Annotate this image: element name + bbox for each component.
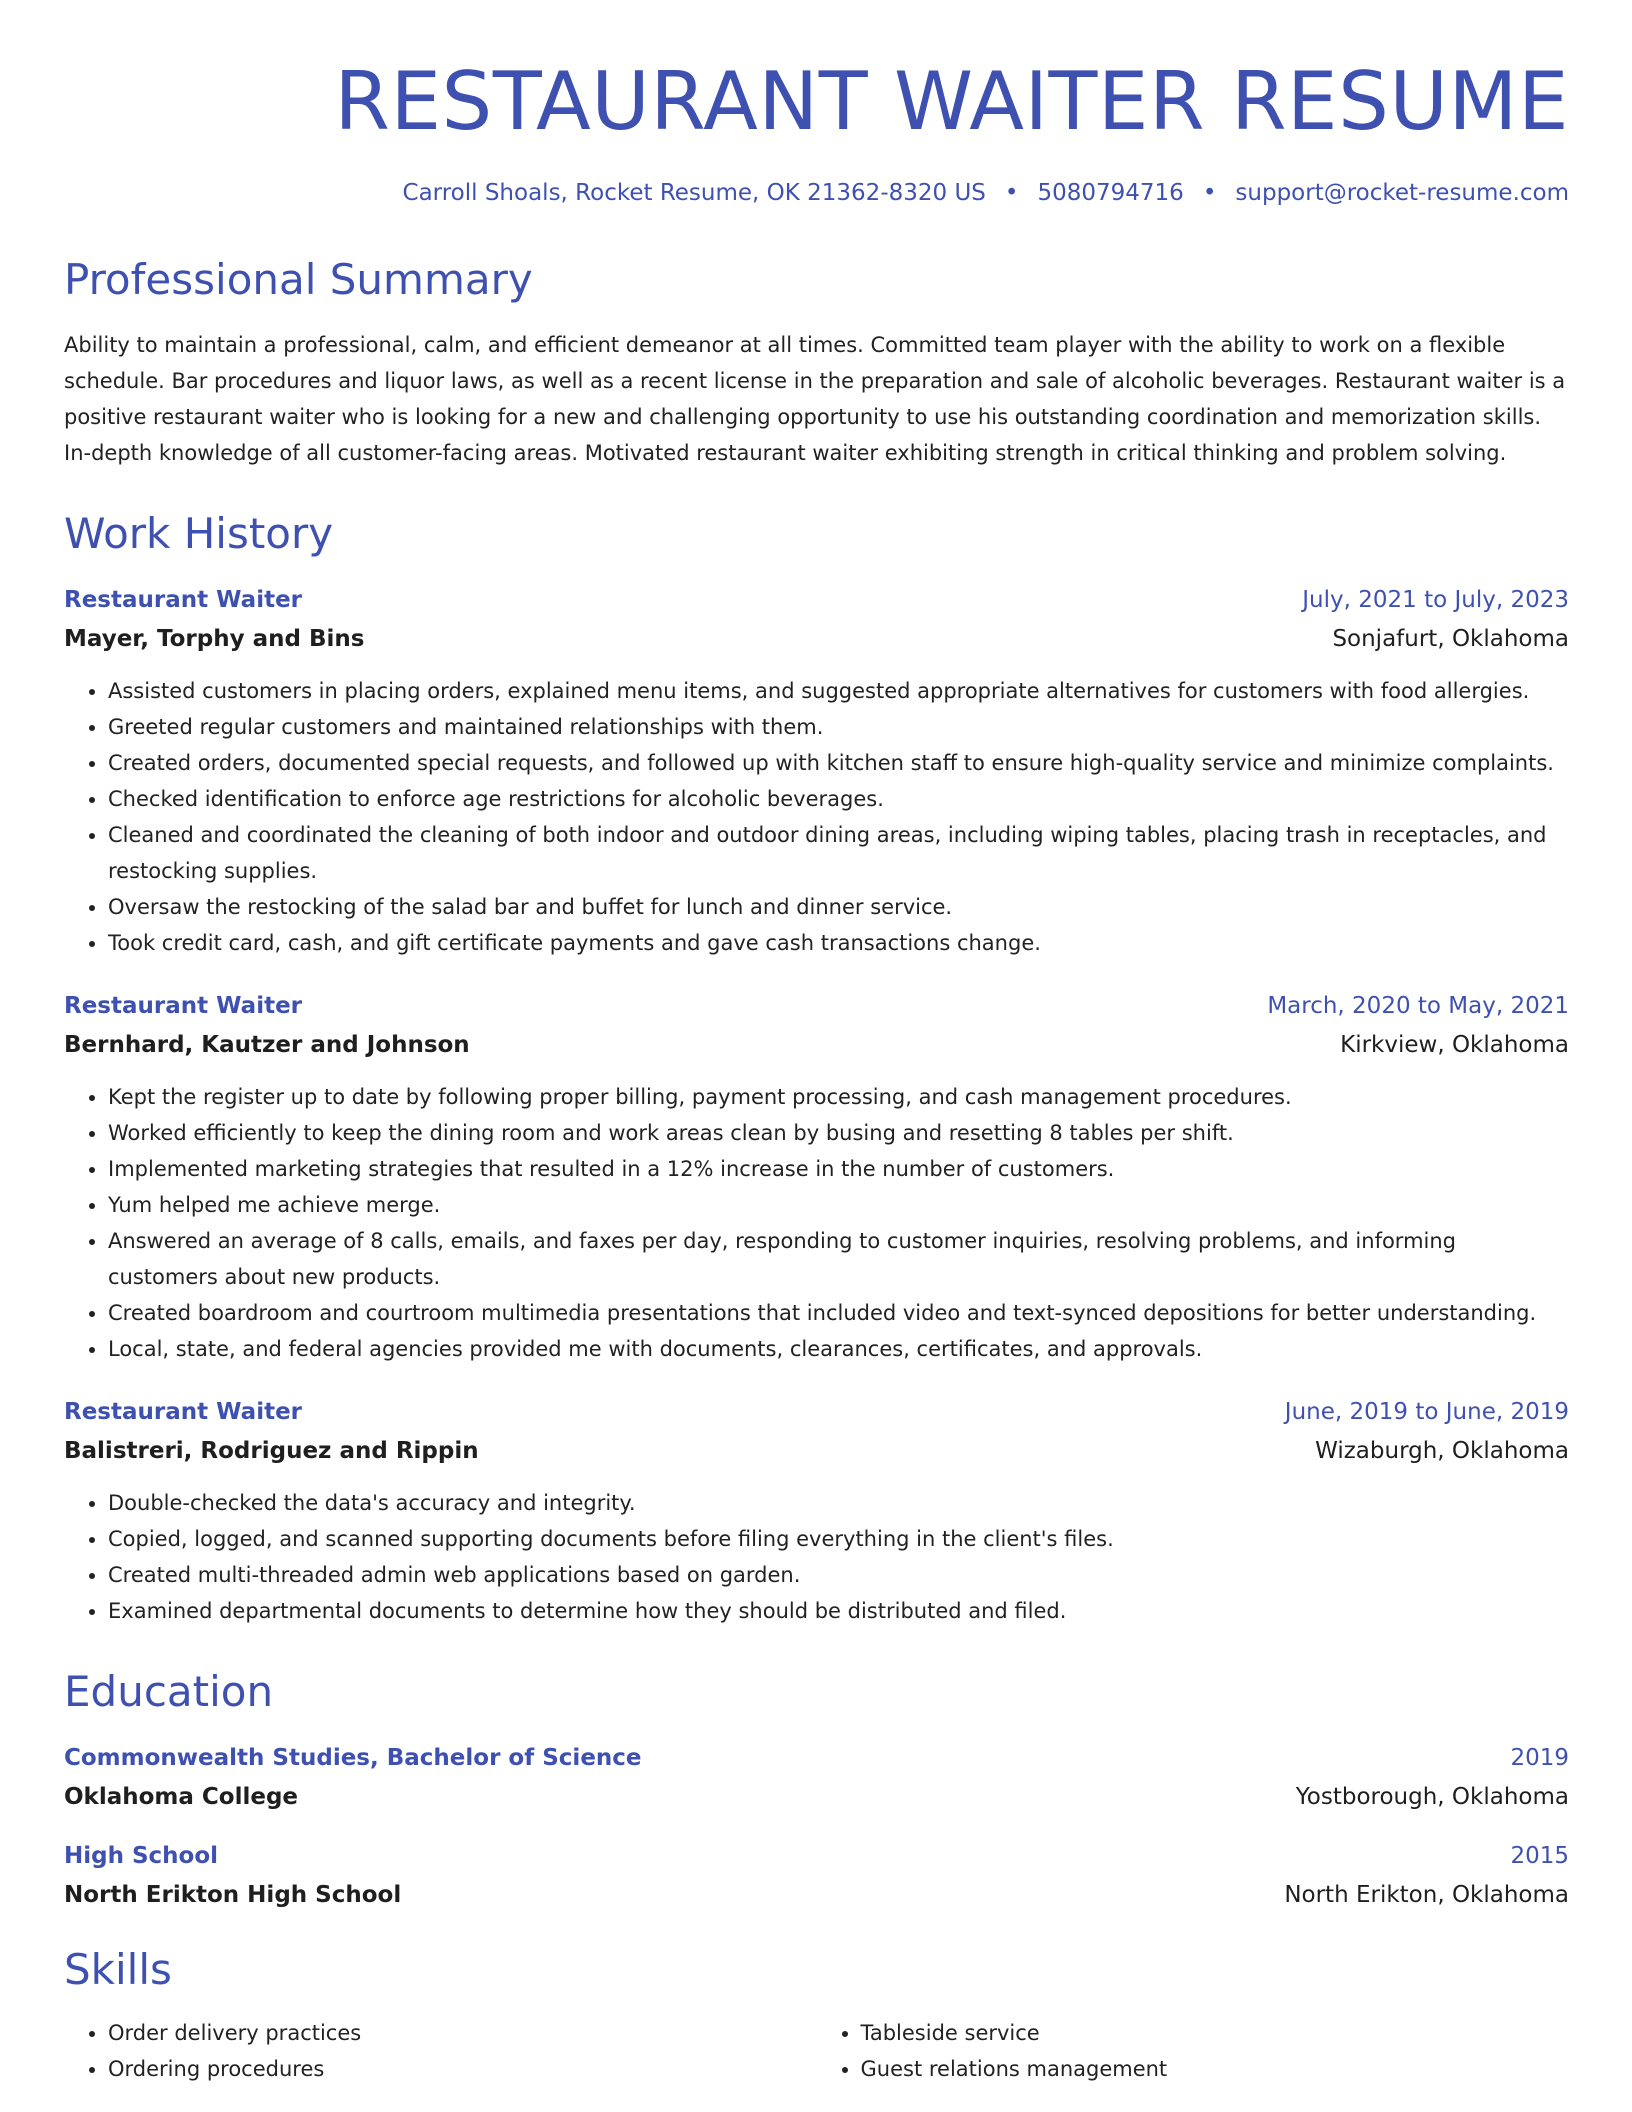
- list-item: • Created boardroom and courtroom multimedia presentations that included video and text-synced depositions for better understanding.: [108, 1295, 1569, 1331]
- education-school: Oklahoma College: [64, 1784, 299, 1810]
- job-company-row: [64, 628, 1569, 651]
- contact-address: Carroll Shoals, Rocket Resume, OK 21362-8320 US: [402, 180, 986, 206]
- job-dates: March, 2020 to May, 2021: [1267, 993, 1569, 1019]
- skill-item: • Guest relations management: [861, 2051, 1570, 2087]
- education-heading: Education: [64, 1667, 274, 1716]
- list-item: • Greeted regular customers and maintained relationships with them.: [108, 709, 1569, 745]
- job-title-row: [64, 589, 1569, 612]
- job-location: Wizaburgh, Oklahoma: [1315, 1438, 1569, 1464]
- contact-email[interactable]: support@rocket-resume.com: [1235, 180, 1569, 206]
- resume-title: RESTAURANT WAITER RESUME: [334, 55, 1569, 148]
- list-item: • Worked efficiently to keep the dining room and work areas clean by busing and resetting 8 tables per shift.: [108, 1115, 1569, 1151]
- summary-heading: Professional Summary: [64, 255, 533, 304]
- skills-column-left: [64, 2015, 817, 2087]
- skills-heading: Skills: [64, 1945, 172, 1994]
- education-entry: [64, 1845, 1569, 1907]
- job-role: Restaurant Waiter: [64, 587, 303, 613]
- skills-list: [64, 2015, 1569, 2087]
- job-location: Sonjafurt, Oklahoma: [1332, 626, 1569, 652]
- list-item: • Cleaned and coordinated the cleaning of both indoor and outdoor dining areas, including wiping tables, placing trash in receptacles, and restocking supplies.: [108, 817, 1569, 889]
- list-item: • Checked identification to enforce age restrictions for alcoholic beverages.: [108, 781, 1569, 817]
- bullet-separator: •: [1202, 180, 1217, 206]
- skill-item: • Tableside service: [861, 2015, 1570, 2051]
- job-entry: [64, 995, 1569, 1367]
- list-item: • Assisted customers in placing orders, explained menu items, and suggested appropriate alternatives for customers with food allergies.: [108, 673, 1569, 709]
- job-title-row: [64, 995, 1569, 1018]
- job-entry: [64, 1401, 1569, 1629]
- contact-line: [64, 182, 1569, 205]
- skill-item: • Order delivery practices: [108, 2015, 817, 2051]
- bullet-separator: •: [1004, 180, 1019, 206]
- job-company: Bernhard, Kautzer and Johnson: [64, 1032, 470, 1058]
- education-location: Yostborough, Oklahoma: [1295, 1784, 1569, 1810]
- education-degree: High School: [64, 1843, 219, 1869]
- education-year: 2019: [1510, 1745, 1569, 1771]
- list-item: • Local, state, and federal agencies provided me with documents, clearances, certificates, and approvals.: [108, 1331, 1569, 1367]
- job-company-row: [64, 1034, 1569, 1057]
- job-dates: July, 2021 to July, 2023: [1302, 587, 1569, 613]
- education-degree-row: [64, 1747, 1569, 1770]
- list-item: • Examined departmental documents to determine how they should be distributed and filed.: [108, 1593, 1569, 1629]
- education-school-row: [64, 1786, 1569, 1809]
- list-item: • Kept the register up to date by following proper billing, payment processing, and cash management procedures.: [108, 1079, 1569, 1115]
- list-item: • Created orders, documented special requests, and followed up with kitchen staff to ensure high-quality service and minimize complaints.: [108, 745, 1569, 781]
- job-company: Balistreri, Rodriguez and Rippin: [64, 1438, 479, 1464]
- education-school-row: [64, 1884, 1569, 1907]
- education-degree: Commonwealth Studies, Bachelor of Science: [64, 1745, 642, 1771]
- list-item: • Created multi-threaded admin web applications based on garden.: [108, 1557, 1569, 1593]
- job-title-row: [64, 1401, 1569, 1424]
- job-bullets: [64, 1079, 1569, 1367]
- education-entry: [64, 1747, 1569, 1809]
- job-bullets: [64, 1485, 1569, 1629]
- education-school: North Erikton High School: [64, 1882, 402, 1908]
- job-bullets: [64, 673, 1569, 961]
- job-dates: June, 2019 to June, 2019: [1284, 1399, 1569, 1425]
- education-year: 2015: [1510, 1843, 1569, 1869]
- education-location: North Erikton, Oklahoma: [1284, 1882, 1569, 1908]
- skill-item: • Ordering procedures: [108, 2051, 817, 2087]
- job-entry: [64, 589, 1569, 961]
- work-history-heading: Work History: [64, 509, 334, 558]
- job-role: Restaurant Waiter: [64, 993, 303, 1019]
- list-item: • Answered an average of 8 calls, emails, and faxes per day, responding to customer inquiries, resolving problems, and informing customers about new products.: [108, 1223, 1569, 1295]
- contact-phone: 5080794716: [1037, 180, 1184, 206]
- job-company: Mayer, Torphy and Bins: [64, 626, 365, 652]
- education-degree-row: [64, 1845, 1569, 1868]
- list-item: • Double-checked the data's accuracy and integrity.: [108, 1485, 1569, 1521]
- list-item: • Copied, logged, and scanned supporting documents before filing everything in the client's files.: [108, 1521, 1569, 1557]
- list-item: • Took credit card, cash, and gift certificate payments and gave cash transactions change.: [108, 925, 1569, 961]
- list-item: • Oversaw the restocking of the salad bar and buffet for lunch and dinner service.: [108, 889, 1569, 925]
- job-company-row: [64, 1440, 1569, 1463]
- skills-column-right: [817, 2015, 1570, 2087]
- job-location: Kirkview, Oklahoma: [1340, 1032, 1569, 1058]
- list-item: • Implemented marketing strategies that resulted in a 12% increase in the number of customers.: [108, 1151, 1569, 1187]
- list-item: • Yum helped me achieve merge.: [108, 1187, 1569, 1223]
- job-role: Restaurant Waiter: [64, 1399, 303, 1425]
- summary-text: Ability to maintain a professional, calm, and efficient demeanor at all times. Committed team player with the ability to work on a flexible schedule. Bar procedures and liquor laws, as well as a recent license in the preparation and sale of alcoholic beverages. Restaurant waiter is a positive restaurant waiter who is looking for a new and challenging opportunity to use his outstanding coordination and memorization skills. In-depth knowledge of all customer-facing areas. Motivated restaurant waiter exhibiting strength in critical thinking and problem solving.: [64, 333, 1566, 465]
